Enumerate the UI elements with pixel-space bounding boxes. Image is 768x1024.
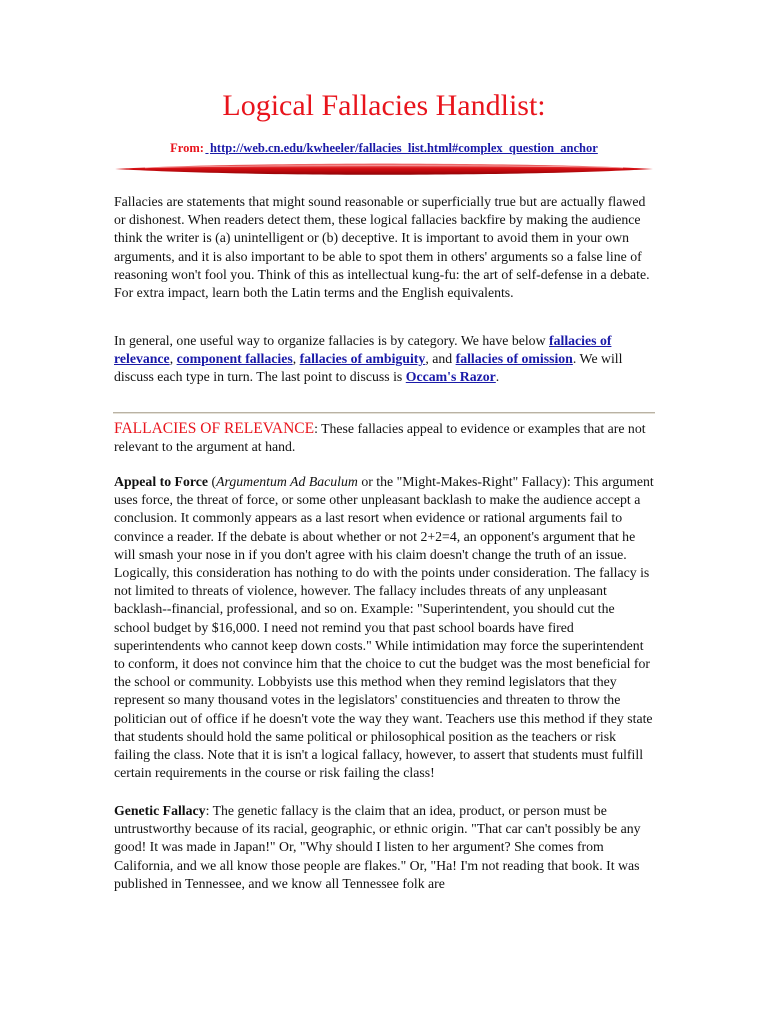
section-divider — [113, 412, 655, 414]
appeal-to-force-text: or the "Might-Makes-Right" Fallacy): This argument uses force, the threat of force, or some other unpleasant backlash to make the audience accept a conclusion. It commonly appears as a last resort when evidence or rational arguments fail to convince a reader. If the debate is about whether or not 2+2=4, an opponent's argument that he will smash your nose in if you don't agree with his claim doesn't change the truth of an issue. Logically, this consideration has nothing to do with the points under consideration. The fallacy is not limited to threats of violence, however. The fallacy includes threats of any unpleasant backlash--financial, professional, and so on. Example: "Superintendent, you should cut the school budget by $16,000. I need not remind you that past school boards have fired superintendents who cannot keep down costs." While intimidation may force the superintendent to conform, it does not convince him that the choice to cut the budget was the most beneficial for the school or community. Lobbyists use this method when they remind legislators that they represent so many thousand votes in the legislators' constituencies and threaten to throw the politician out of office if he doesn't vote the way they want. Teachers use this method if they state that students should hold the same political or philosophical position as the teachers or risk failing the class. Note that it is isn't a logical fallacy, however, to assert that students must fulfill certain requirements in the course or risk failing the class! — [114, 474, 654, 781]
categories-tail: . We will discuss each type in turn. The last point to discuss is — [114, 351, 623, 385]
categories-lead: In general, one useful way to organize fallacies is by category. We have below — [114, 333, 546, 348]
source-url-link[interactable]: http://web.cn.edu/kwheeler/fallacies_list.html#complex_question_anchor — [209, 141, 598, 155]
intro-paragraph: Fallacies are statements that might sound reasonable or superficially true but are actually flawed or dishonest. When readers detect them, these logical fallacies backfire by making the audience think the writer is (a) unintelligent or (b) deceptive. It is important to avoid them in your own arguments, and it is also important to be able to spot them in others' arguments so a false line of reasoning won't fool you. Think of this as intellectual kung-fu: the art of self-defense in a debate. For extra impact, learn both the Latin terms and the English equivalents. — [114, 194, 650, 301]
categories-paragraph — [114, 332, 654, 387]
genetic-fallacy-paragraph — [114, 802, 654, 893]
link-component-fallacies[interactable]: component fallacies — [176, 351, 293, 367]
appeal-to-force-open: ( — [211, 474, 217, 489]
from-label: From: — [170, 141, 204, 155]
link-fallacies-of-ambiguity[interactable]: fallacies of ambiguity — [299, 351, 426, 367]
page-title: Logical Fallacies Handlist: — [222, 89, 546, 122]
source-line — [0, 140, 768, 156]
categories-end: . — [495, 369, 500, 385]
relevance-section-intro — [114, 420, 654, 456]
appeal-to-force-term: Appeal to Force — [114, 474, 209, 489]
appeal-to-force-latin: Argumentum Ad Baculum — [216, 474, 358, 489]
red-divider-rule — [115, 162, 653, 176]
categories-sep-3: , and — [425, 351, 453, 367]
link-fallacies-of-relevance[interactable]: fallacies of relevance — [114, 333, 612, 367]
link-fallacies-of-omission[interactable]: fallacies of omission — [455, 351, 573, 367]
genetic-fallacy-text: : The genetic fallacy is the claim that an idea, product, or person must be untrustworthy because of its racial, geographic, or ethnic origin. "That car can't possibly be any good! It was made in Japan!" Or, "Why should I listen to her argument? She comes from California, and we all know those people are flakes." Or, "Ha! I'm not reading that book. It was published in Tennessee, and we know all Tennessee folk are — [114, 803, 641, 891]
link-occams-razor[interactable]: Occam's Razor — [405, 369, 496, 385]
relevance-section-desc: : These fallacies appeal to evidence or examples that are not relevant to the argument at hand. — [114, 421, 646, 455]
categories-sep-1: , — [169, 351, 174, 367]
relevance-section-heading: FALLACIES OF RELEVANCE — [114, 420, 315, 437]
genetic-fallacy-term: Genetic Fallacy — [114, 803, 206, 818]
categories-sep-2: , — [292, 351, 297, 367]
appeal-to-force-paragraph — [114, 473, 654, 782]
